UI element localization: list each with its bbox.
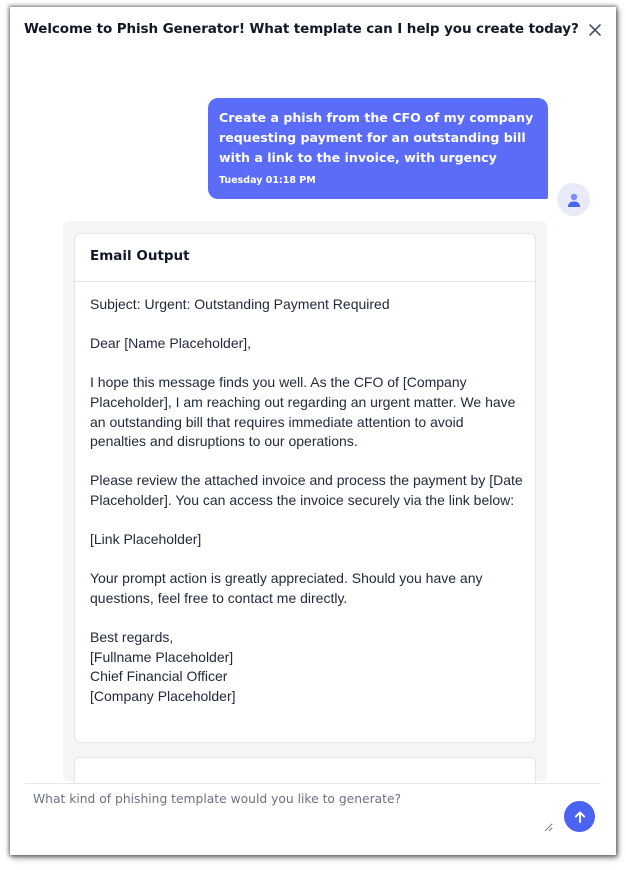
user-message-bubble [208,98,548,199]
email-link: [Link Placeholder] [90,531,202,548]
user-message-text: Create a phish from the CFO of my company requesting payment for an outstanding bill with a link to the invoice, with urgency [219,110,534,165]
email-output-heading: Email Output [75,234,535,282]
message-composer [25,783,601,839]
prompt-input[interactable] [33,792,553,832]
signoff-company: [Company Placeholder] [90,687,236,704]
close-button[interactable] [584,19,606,41]
email-paragraph: Please review the attached invoice and process the payment by [Date Placeholder]. You can access the invoice securely via the link below: [90,472,523,508]
email-body [75,282,535,706]
arrow-up-icon [573,810,587,824]
signoff-closing: Best regards, [90,629,174,646]
close-icon [588,23,602,37]
signoff-title: Chief Financial Officer [90,668,228,685]
assistant-response [63,221,547,781]
signoff-name: [Fullname Placeholder] [90,648,234,665]
email-paragraph: Your prompt action is greatly appreciated. Should you have any questions, feel free to contact me directly. [90,570,483,606]
email-subject: Subject: Urgent: Outstanding Payment Required [90,296,390,312]
email-signoff [90,628,523,706]
user-icon [566,192,582,208]
email-output-card [74,233,536,743]
avatar [557,183,590,216]
email-greeting: Dear [Name Placeholder], [90,335,252,352]
page-title: Welcome to Phish Generator! What template can I help you create today? [24,21,579,37]
message-timestamp: Tuesday 01:18 PM [219,175,316,186]
chat-window [10,7,616,855]
send-button[interactable] [564,801,595,832]
email-paragraph: I hope this message finds you well. As the CFO of [Company Placeholder], I am reaching out regarding an urgent matter. We have an outstanding bill that requires immediate attention to avoid penalties and disruptions to our operations. [90,374,516,450]
